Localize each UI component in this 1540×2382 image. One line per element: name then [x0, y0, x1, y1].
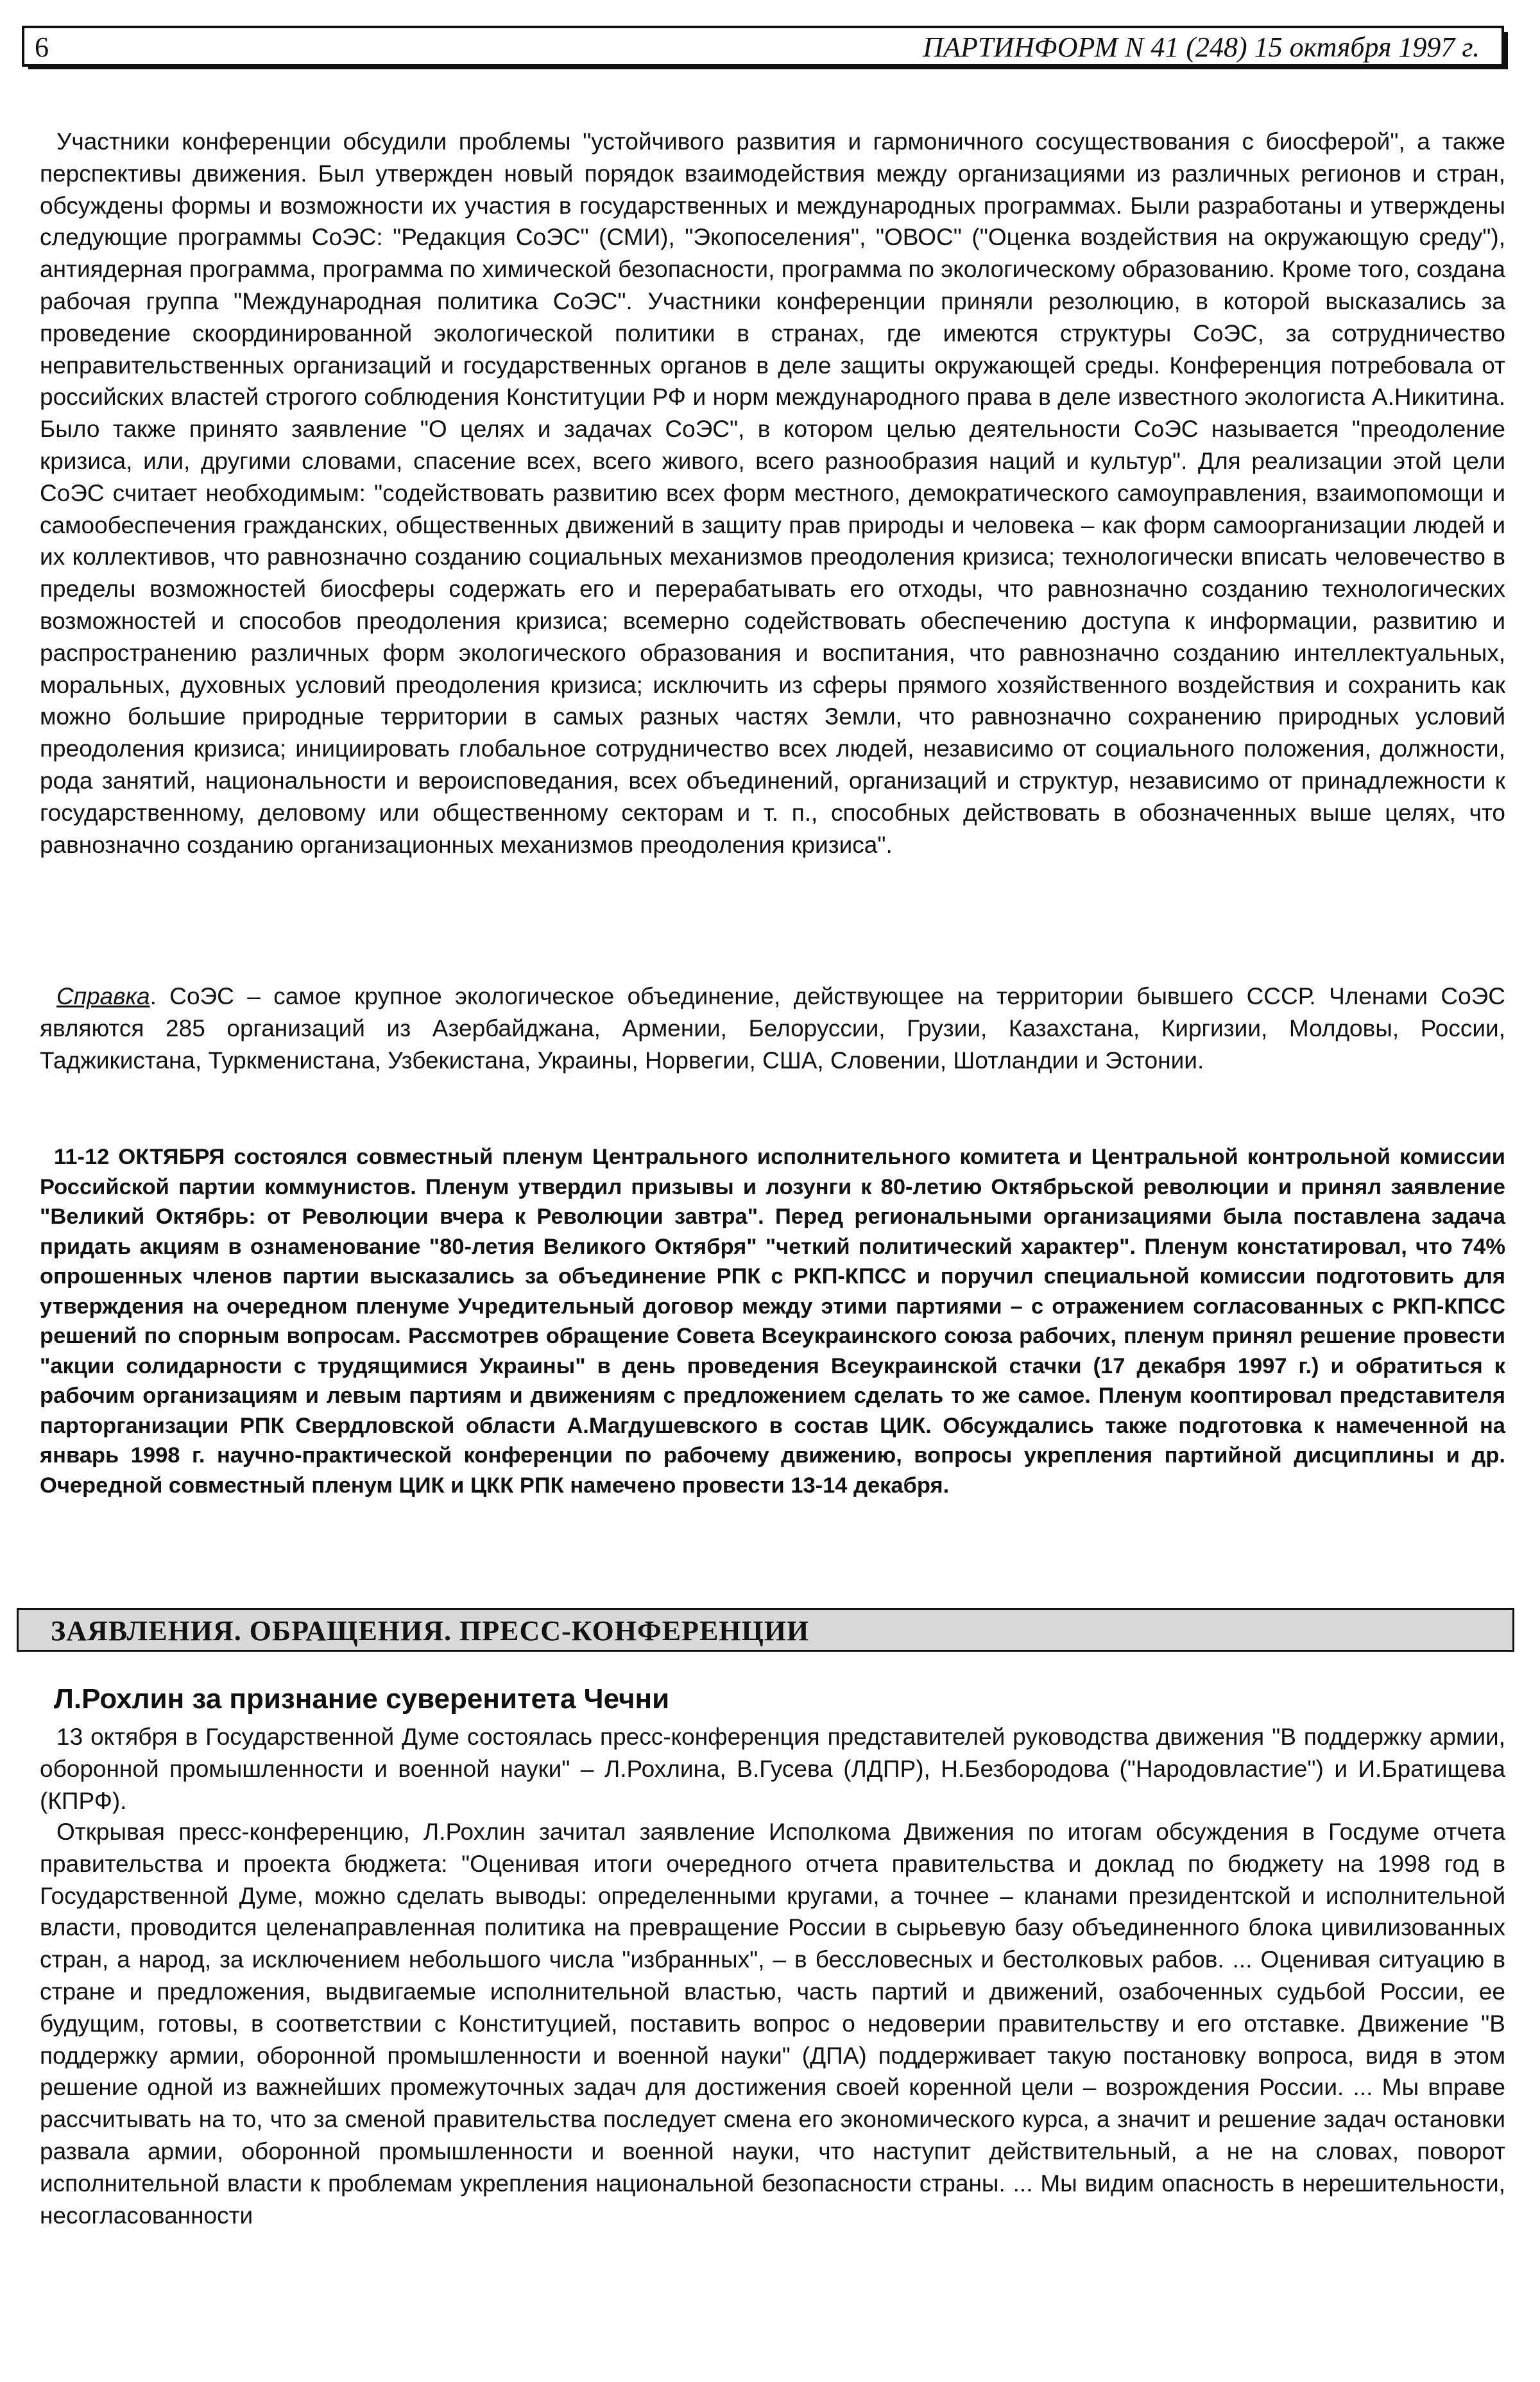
plenum-paragraph: 11-12 ОКТЯБРЯ состоялся совместный пленум Центрального исполнительного комитета и Центральной контрольной комиссии Российской партии коммунистов. Пленум утвердил призывы и лозунги к 80-летию Октябрьской революции и принял заявление "Великий Октябрь: от Революции вчера к Революции завтра". Перед региональными организациями была поставлена задача придать акциям в ознаменование "80-летия Великого Октября" "четкий политический характер". Пленум констатировал, что 74% опрошенных членов партии высказались за объединение РПК с РКП-КПСС и поручил специальной комиссии подготовить для утверждения на очередном пленуме Учредительный договор между этими партиями – с отражением согласованных с РКП-КПСС решений по спорным вопросам. Рассмотрев обращение Совета Всеукраинского союза рабочих, пленум принял решение провести "акции солидарности с трудящимися Украины" в день проведения Всеукраинской стачки (17 декабря 1997 г.) и обратиться к рабочим организациям и левым партиям и движениям с предложением сделать то же самое. Пленум кооптировал представителя парторганизации РПК Свердловской области А.Магдушевского в состав ЦИК. Обсуждались также подготовка к намеченной на январь 1998 г. научно-практической конференции по рабочему движению, вопросы укрепления партийной дисциплины и др. Очередной совместный пленум ЦИК и ЦКК РПК намечено провести 13-14 декабря. — [40, 1145, 1505, 1498]
article-paragraph-2: Открывая пресс-конференцию, Л.Рохлин зачитал заявление Исполкома Движения по итогам обсуждения в Госдуме отчета правительства и проекта бюджета: "Оценивая итоги очередного отчета правительства и доклад по бюджету на 1998 год в Государственной Думе, можно сделать выводы: определенными кругами, а точнее – кланами президентской и исполнительной власти, проводится целенаправленная политика на превращение России в сырьевую базу объединенного блока цивилизованных стран, а народ, за исключением небольшого числа "избранных", – в бессловесных и бестолковых рабов. ... Оценивая ситуацию в стране и предложения, выдвигаемые исполнительной властью, часть партий и движений, озабоченных судьбой России, ее будущим, готовы, в соответствии с Конституцией, поставить вопрос о недоверии правительству и его отставке. Движение "В поддержку армии, оборонной промышленности и военной науки" (ДПА) поддерживает такую постановку вопроса, видя в этом решение одной из важнейших промежуточных задач для достижения своей коренной цели – возрождения России. ... Мы вправе рассчитывать на то, что за сменой правительства последует смена его экономического курса, а значит и решение задач остановки развала армии, оборонной промышленности и военной науки, что наступит действительный, а не на словах, поворот исполнительной власти к проблемам укрепления национальной безопасности страны. ... Мы видим опасность в нерешительности, несогласованности — [40, 1819, 1505, 2229]
masthead: ПАРТИНФОРМ N 41 (248) 15 октября 1997 г. — [923, 31, 1480, 63]
section-title: ЗАЯВЛЕНИЯ. ОБРАЩЕНИЯ. ПРЕСС-КОНФЕРЕНЦИИ — [51, 1615, 810, 1647]
note-label: Справка — [56, 983, 150, 1009]
article-title: Л.Рохлин за признание суверенитета Чечни — [54, 1683, 670, 1715]
conference-note — [40, 981, 1505, 1118]
note-text: . СоЭС – самое крупное экологическое объединение, действующее на территории бывшего СССР. Членами СоЭС являются 285 организаций из Азербайджана, Армении, Белоруссии, Грузии, Казахстана, Киргизии, Молдовы, России, Таджикистана, Туркменистана, Узбекистана, Украины, Норвегии, США, Словении, Шотландии и Эстонии. — [40, 983, 1505, 1074]
page-header — [22, 26, 1504, 67]
article-paragraph-1: 13 октября в Государственной Думе состоялась пресс-конференция представителей руководства движения "В поддержку армии, оборонной промышленности и военной науки" – Л.Рохлина, В.Гусева (ЛДПР), Н.Безбородова ("Народовластие") и И.Братищева (КПРФ). — [40, 1724, 1505, 1814]
page-number: 6 — [35, 31, 49, 63]
conference-paragraph: Участники конференции обсудили проблемы "устойчивого развития и гармоничного сосуществования с биосферой", а также перспективы движения. Был утвержден новый порядок взаимодействия между организациями из различных регионов и стран, обсуждены формы и возможности их участия в государственных и международных программах. Были разработаны и утверждены следующие программы СоЭС: "Редакция СоЭС" (СМИ), "Экопоселения", "ОВОС" ("Оценка воздействия на окружающую среду"), антиядерная программа, программа по химической безопасности, программа по экологическому образованию. Кроме того, создана рабочая группа "Международная политика СоЭС". Участники конференции приняли резолюцию, в которой высказались за проведение скоординированной экологической политики в странах, где имеются структуры СоЭС, за сотрудничество неправительственных организаций и государственных органов в деле защиты окружающей среды. Конференция потребовала от российских властей строгого соблюдения Конституции РФ и норм международного права в деле известного экологиста А.Никитина. Было также принято заявление "О целях и задачах СоЭС", в котором целью деятельности СоЭС называется "преодоление кризиса, или, другими словами, спасение всех, всего живого, всего разнообразия наций и культур". Для реализации этой цели СоЭС считает необходимым: "содействовать развитию всех форм местного, демократического самоуправления, взаимопомощи и самообеспечения гражданских, общественных движений в защиту прав природы и человека – как форм самоорганизации людей и их коллективов, что равнозначно созданию социальных механизмов преодоления кризиса; технологически вписать человечество в пределы возможностей биосферы содержать его и перерабатывать его отходы, что равнозначно созданию технологических возможностей и способов преодоления кризиса; всемерно содействовать обеспечению доступа к информации, развитию и распространению различных форм экологического образования и воспитания, что равнозначно созданию интеллектуальных, моральных, духовных условий преодоления кризиса; исключить из сферы прямого хозяйственного воздействия и сохранить как можно большие природные территории в самых разных частях Земли, что равнозначно сохранению природных условий преодоления кризиса; инициировать глобальное сотрудничество всех людей, независимо от социального положения, должности, рода занятий, национальности и вероисповедания, всех объединений, организаций и структур, независимо от принадлежности к государственному, деловому или общественному секторам и т. п., способных действовать в обозначенных выше целях, что равнозначно созданию организационных механизмов преодоления кризиса". — [40, 128, 1505, 858]
section-header — [17, 1608, 1514, 1652]
